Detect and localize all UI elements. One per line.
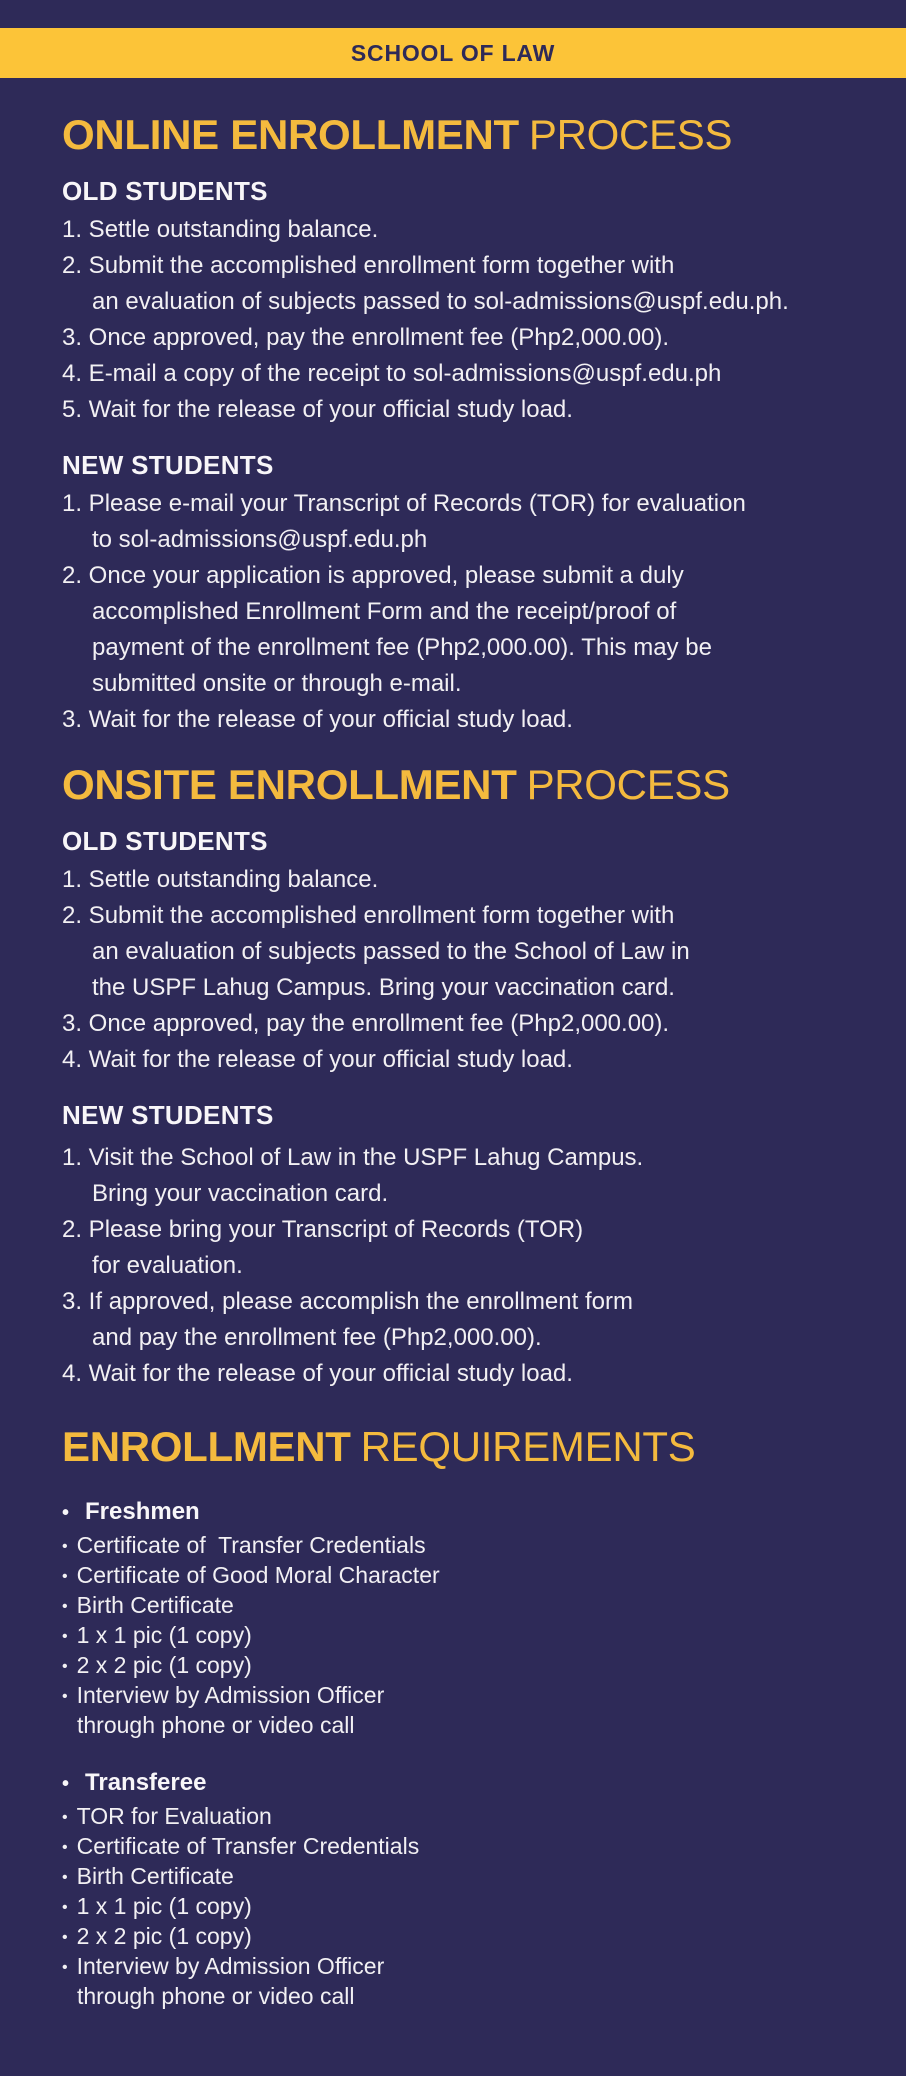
onsite-old-students-list [62, 862, 866, 1078]
list-line: submitted onsite or through e-mail. [92, 670, 462, 697]
list-line: 2. Submit the accomplished enrollment form together with [62, 252, 675, 279]
bullet-icon: • [62, 1869, 68, 1886]
requirement-item-continuation [62, 1982, 866, 2010]
requirement-text: Certificate of Transfer Credentials [76, 1532, 426, 1558]
bullet-icon: • [62, 1658, 68, 1675]
requirement-text: Birth Certificate [76, 1592, 234, 1618]
transferee-heading-label: Transferee [85, 1769, 207, 1796]
section-title-light: REQUIREMENTS [360, 1423, 696, 1470]
requirement-text: through phone or video call [77, 1983, 355, 2009]
requirement-text: TOR for Evaluation [76, 1803, 272, 1829]
requirement-text: Birth Certificate [76, 1863, 234, 1889]
list-line: 3. Once approved, pay the enrollment fee (Php2,000.00). [62, 324, 670, 351]
list-line: payment of the enrollment fee (Php2,000.00). This may be [92, 634, 712, 661]
list-line: Bring your vaccination card. [92, 1180, 389, 1207]
bullet-icon: • [62, 1899, 68, 1916]
online-old-students-list [62, 212, 866, 428]
online-new-students-heading: NEW STUDENTS [62, 450, 274, 480]
list-line: an evaluation of subjects passed to sol-admissions@uspf.edu.ph. [92, 288, 789, 315]
section-title-bold: ENROLLMENT [62, 1423, 351, 1470]
requirement-item [62, 1591, 866, 1621]
section-title-online-enrollment [62, 110, 866, 160]
list-line: 4. E-mail a copy of the receipt to sol-admissions@uspf.edu.ph [62, 360, 722, 387]
bullet-icon: • [62, 1839, 68, 1856]
bullet-icon: • [62, 1929, 68, 1946]
bullet-icon: • [62, 1688, 68, 1705]
freshmen-heading [62, 1498, 866, 1527]
requirement-item-continuation [62, 1711, 866, 1739]
requirement-item [62, 1862, 866, 1892]
transferee-requirements-list [62, 1802, 866, 2010]
requirement-text: 1 x 1 pic (1 copy) [76, 1622, 252, 1648]
onsite-new-students-list [62, 1140, 866, 1392]
section-title-light: PROCESS [526, 761, 730, 808]
list-line: accomplished Enrollment Form and the receipt/proof of [92, 598, 677, 625]
list-line: 3. Once approved, pay the enrollment fee (Php2,000.00). [62, 1010, 670, 1037]
school-banner [0, 28, 906, 78]
bullet-icon: • [62, 1502, 70, 1524]
freshmen-heading-label: Freshmen [85, 1498, 200, 1525]
requirement-text: Certificate of Transfer Credentials [76, 1833, 420, 1859]
bullet-icon: • [62, 1538, 68, 1555]
poster-content [0, 110, 906, 2010]
list-line: 5. Wait for the release of your official study load. [62, 396, 573, 423]
bullet-icon: • [62, 1568, 68, 1585]
requirement-text: Certificate of Good Moral Character [76, 1562, 440, 1588]
requirement-item [62, 1681, 866, 1711]
requirement-item [62, 1561, 866, 1591]
online-new-students-list [62, 486, 866, 738]
list-line: and pay the enrollment fee (Php2,000.00). [92, 1324, 542, 1351]
bullet-icon: • [62, 1809, 68, 1826]
requirement-item [62, 1832, 866, 1862]
list-line: 1. Visit the School of Law in the USPF Lahug Campus. [62, 1144, 644, 1171]
onsite-new-students-heading: NEW STUDENTS [62, 1100, 274, 1130]
requirement-item [62, 1922, 866, 1952]
requirement-text: through phone or video call [77, 1712, 355, 1738]
requirement-item [62, 1802, 866, 1832]
list-line: the USPF Lahug Campus. Bring your vaccination card. [92, 974, 675, 1001]
bullet-icon: • [62, 1959, 68, 1976]
banner-title: SCHOOL OF LAW [350, 39, 556, 66]
requirement-item [62, 1651, 866, 1681]
requirement-text: 1 x 1 pic (1 copy) [76, 1893, 252, 1919]
list-line: 2. Submit the accomplished enrollment form together with [62, 902, 675, 929]
section-title-enrollment-requirements [62, 1422, 866, 1472]
list-line: 2. Please bring your Transcript of Records (TOR) [62, 1216, 584, 1243]
freshmen-requirements-list [62, 1531, 866, 1739]
list-line: 4. Wait for the release of your official study load. [62, 1046, 573, 1073]
requirement-item [62, 1531, 866, 1561]
requirement-text: 2 x 2 pic (1 copy) [76, 1923, 252, 1949]
requirement-item [62, 1952, 866, 1982]
requirement-item [62, 1892, 866, 1922]
bullet-icon: • [62, 1773, 70, 1795]
requirement-text: Interview by Admission Officer [76, 1682, 385, 1708]
list-line: for evaluation. [92, 1252, 243, 1279]
transferee-heading [62, 1769, 866, 1798]
list-line: 1. Settle outstanding balance. [62, 866, 379, 893]
list-line: 2. Once your application is approved, please submit a duly [62, 562, 684, 589]
section-title-bold: ONSITE ENROLLMENT [62, 761, 517, 808]
requirement-text: Interview by Admission Officer [76, 1953, 385, 1979]
bullet-icon: • [62, 1598, 68, 1615]
bullet-icon: • [62, 1628, 68, 1645]
list-line: 4. Wait for the release of your official study load. [62, 1360, 573, 1387]
section-title-bold: ONLINE ENROLLMENT [62, 111, 519, 158]
list-line: to sol-admissions@uspf.edu.ph [92, 526, 428, 553]
section-title-light: PROCESS [528, 111, 733, 158]
list-line: 3. If approved, please accomplish the enrollment form [62, 1288, 633, 1315]
list-line: 3. Wait for the release of your official study load. [62, 706, 573, 733]
requirement-item [62, 1621, 866, 1651]
list-line: 1. Please e-mail your Transcript of Records (TOR) for evaluation [62, 490, 746, 517]
list-line: 1. Settle outstanding balance. [62, 216, 379, 243]
online-old-students-heading: OLD STUDENTS [62, 176, 268, 206]
requirement-text: 2 x 2 pic (1 copy) [76, 1652, 252, 1678]
section-title-onsite-enrollment [62, 760, 866, 810]
onsite-old-students-heading: OLD STUDENTS [62, 826, 268, 856]
list-line: an evaluation of subjects passed to the School of Law in [92, 938, 690, 965]
